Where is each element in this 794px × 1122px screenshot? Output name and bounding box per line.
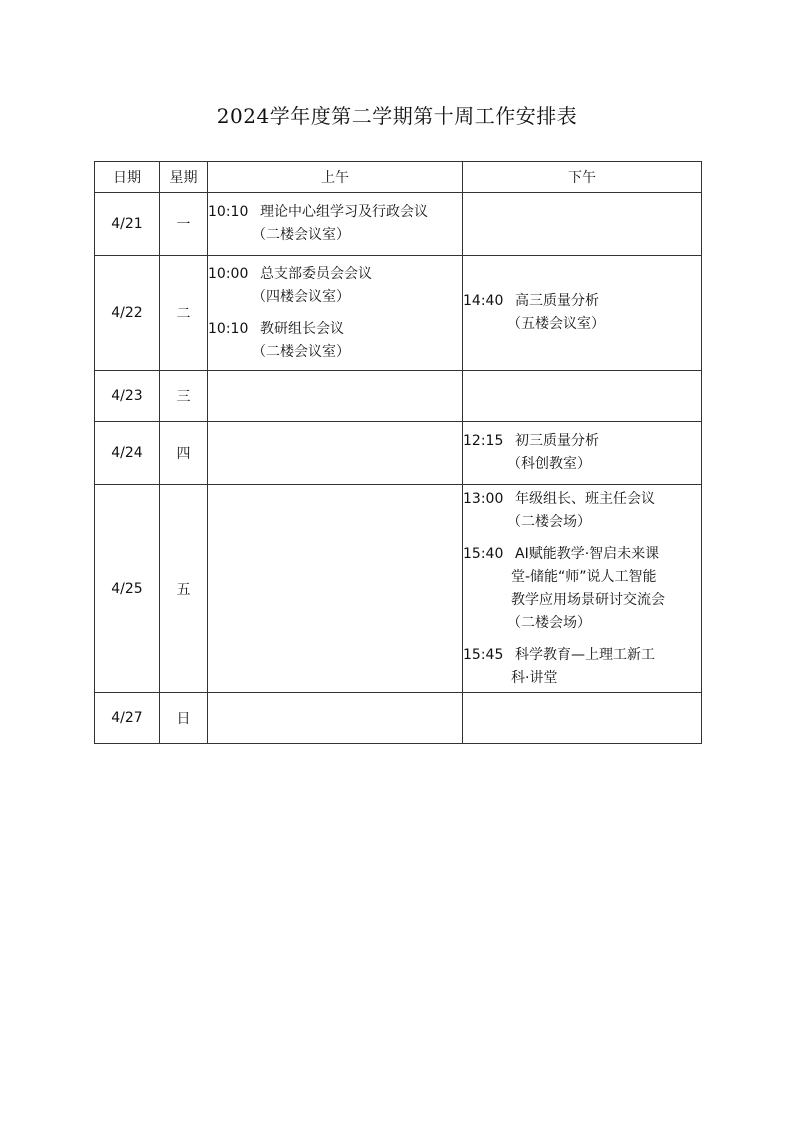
event-description: [511, 430, 701, 453]
afternoon-cell: [463, 693, 702, 744]
event-name: 年级组长、班主任会议: [515, 490, 655, 507]
afternoon-cell: [463, 422, 702, 485]
table-row: [95, 422, 702, 485]
event-location: （二楼会场）: [507, 614, 591, 631]
event-item: [208, 318, 462, 364]
event-name: 初三质量分析: [515, 433, 599, 449]
event-location: （五楼会议室）: [507, 316, 605, 332]
morning-cell: [208, 193, 463, 256]
event-location: （二楼会场）: [507, 513, 591, 530]
header-weekday: 星期: [160, 162, 208, 193]
event-time: 15:40: [463, 545, 504, 562]
event-item: [463, 543, 701, 635]
schedule-table: [94, 161, 702, 744]
table-row: [95, 485, 702, 693]
weekday-cell: 日: [160, 693, 208, 744]
date-cell: 4/25: [95, 485, 160, 693]
event-name: 理论中心组学习及行政会议: [260, 204, 428, 220]
event-description: [511, 543, 701, 612]
page-title: 2024学年度第二学期第十周工作安排表: [216, 104, 578, 128]
table-row: [95, 371, 702, 422]
morning-cell: [208, 371, 463, 422]
event-name: 高三质量分析: [515, 293, 599, 309]
event-time: 12:15: [463, 433, 504, 449]
event-description: [511, 290, 701, 313]
event-location: （二楼会议室）: [252, 343, 350, 360]
weekday-cell: 三: [160, 371, 208, 422]
afternoon-cell: [463, 256, 702, 371]
morning-cell: [208, 256, 463, 371]
event-item: [463, 644, 701, 690]
event-description: [511, 644, 701, 690]
afternoon-cell: [463, 371, 702, 422]
event-time: 15:45: [463, 646, 504, 663]
morning-cell: [208, 485, 463, 693]
weekday-cell: 四: [160, 422, 208, 485]
table-row: [95, 256, 702, 371]
morning-cell: [208, 693, 463, 744]
event-name: 科学教育—上理工新工 科·讲堂: [511, 646, 655, 686]
date-cell: 4/21: [95, 193, 160, 256]
header-date: 日期: [95, 162, 160, 193]
event-description: [256, 263, 462, 286]
weekday-cell: 五: [160, 485, 208, 693]
weekday-cell: 一: [160, 193, 208, 256]
weekday-cell: 二: [160, 256, 208, 371]
event-time: 10:10: [208, 204, 249, 220]
event-time: 10:00: [208, 265, 249, 282]
header-afternoon: 下午: [463, 162, 702, 193]
event-item: [463, 488, 701, 534]
event-location: （四楼会议室）: [252, 288, 350, 305]
afternoon-cell: [463, 193, 702, 256]
header-row: [95, 162, 702, 193]
event-name: AI赋能教学·智启未来课 堂-储能“师”说人工智能 教学应用场景研讨交流会: [511, 545, 665, 608]
date-cell: 4/22: [95, 256, 160, 371]
date-cell: 4/23: [95, 371, 160, 422]
event-name: 总支部委员会会议: [260, 265, 372, 282]
event-item: [463, 290, 701, 336]
event-time: 14:40: [463, 293, 504, 309]
table-row: [95, 193, 702, 256]
event-name: 教研组长会议: [260, 320, 344, 337]
event-location: （科创教室）: [507, 456, 591, 472]
event-item: [463, 430, 701, 476]
event-description: [256, 201, 462, 224]
afternoon-cell: [463, 485, 702, 693]
date-cell: 4/24: [95, 422, 160, 485]
table-row: [95, 693, 702, 744]
morning-cell: [208, 422, 463, 485]
event-time: 10:10: [208, 320, 249, 337]
header-morning: 上午: [208, 162, 463, 193]
event-item: [208, 263, 462, 309]
event-description: [256, 318, 462, 341]
event-item: [208, 201, 462, 247]
date-cell: 4/27: [95, 693, 160, 744]
event-location: （二楼会议室）: [252, 227, 350, 243]
event-description: [511, 488, 701, 511]
event-time: 13:00: [463, 490, 504, 507]
